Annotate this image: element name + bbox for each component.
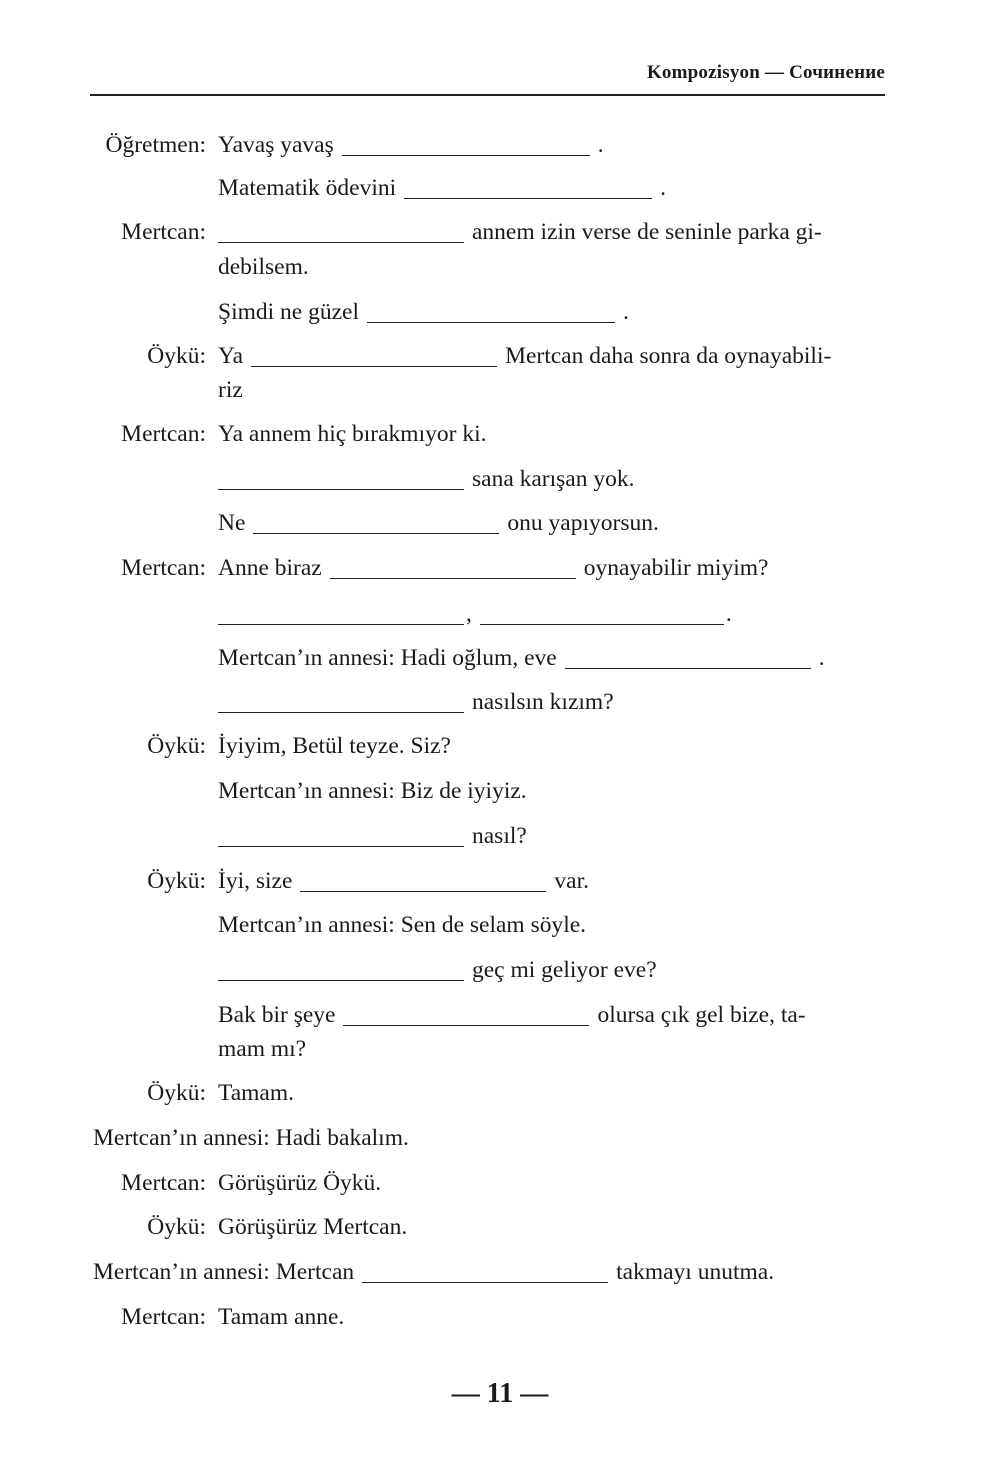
dialogue-line <box>0 997 1000 1033</box>
line-content <box>218 1165 381 1201</box>
line-text: Ya <box>218 343 244 369</box>
speaker-label: Öğretmen: <box>105 132 206 158</box>
dialogue-line <box>0 372 1000 408</box>
line-content <box>218 338 831 374</box>
speaker-label <box>93 1254 774 1290</box>
dialogue-line <box>0 127 1000 163</box>
speaker-label: Öykü: <box>147 343 206 369</box>
dialogue-line <box>0 684 1000 720</box>
line-text: debilsem. <box>218 254 309 280</box>
answer-blank[interactable] <box>218 241 464 243</box>
line-text: annem izin verse de seninle parka gi- <box>472 219 822 245</box>
answer-blank[interactable] <box>343 1024 589 1026</box>
line-text: Hadi bakalım. <box>275 1125 409 1151</box>
dialogue-line <box>0 249 1000 285</box>
line-content <box>218 214 822 250</box>
line-content <box>218 907 586 943</box>
line-text: . <box>597 132 604 158</box>
dialogue-line <box>0 1075 1000 1111</box>
answer-blank[interactable] <box>218 845 464 847</box>
answer-blank[interactable] <box>330 577 576 579</box>
line-text: , <box>466 601 472 627</box>
line-text: nasıl? <box>472 823 527 849</box>
line-content <box>218 863 589 899</box>
line-content <box>218 372 243 408</box>
dialogue-line <box>0 773 1000 809</box>
line-content <box>218 416 486 452</box>
speaker-text: Mertcan’ın annesi: <box>93 1125 276 1151</box>
speaker-label: Mertcan: <box>121 219 206 245</box>
line-text: Şimdi ne güzel <box>218 299 359 325</box>
line-content <box>218 461 635 497</box>
speaker-label <box>93 1120 409 1156</box>
line-content <box>218 640 825 676</box>
dialogue-line <box>0 1299 1000 1335</box>
line-text: Yavaş yavaş <box>218 132 334 158</box>
dialogue-line <box>0 640 1000 676</box>
line-text: Tamam anne. <box>218 1304 345 1330</box>
dialogue-line <box>0 596 1000 632</box>
line-text: Mertcan’ın annesi: Hadi oğlum, eve <box>218 645 557 671</box>
dialogue-line <box>0 294 1000 330</box>
line-text: geç mi geliyor eve? <box>472 957 657 983</box>
line-content <box>218 1031 306 1067</box>
speaker-label: Mertcan: <box>121 421 206 447</box>
line-content <box>218 505 659 541</box>
dialogue-line <box>0 1031 1000 1067</box>
answer-blank[interactable] <box>251 365 497 367</box>
speaker-label: Mertcan: <box>121 1304 206 1330</box>
page-header <box>90 62 885 96</box>
dialogue-line <box>0 214 1000 250</box>
line-text: Ne <box>218 510 246 536</box>
speaker-label: Öykü: <box>147 1214 206 1240</box>
dialogue-line <box>0 170 1000 206</box>
dialogue-line <box>0 907 1000 943</box>
line-text: . <box>725 601 732 627</box>
speaker-label: Öykü: <box>147 1080 206 1106</box>
answer-blank[interactable] <box>218 488 464 490</box>
line-text: Görüşürüz Öykü. <box>218 1170 382 1196</box>
line-text: takmayı unutma. <box>616 1259 775 1285</box>
speaker-label: Mertcan: <box>121 1170 206 1196</box>
speaker-text: Mertcan’ın annesi: <box>93 1259 270 1285</box>
line-content <box>218 550 768 586</box>
line-text: olursa çık gel bize, ta- <box>597 1002 806 1028</box>
dialogue-line <box>0 952 1000 988</box>
dialogue-line <box>0 416 1000 452</box>
answer-blank[interactable] <box>218 979 464 981</box>
dialogue-line <box>0 1120 1000 1156</box>
line-text: onu yapıyorsun. <box>507 510 659 536</box>
speaker-label: Öykü: <box>147 733 206 759</box>
speaker-label: Öykü: <box>147 868 206 894</box>
line-text: oynayabilir miyim? <box>583 555 769 581</box>
answer-blank[interactable] <box>404 197 652 199</box>
line-content <box>218 952 657 988</box>
speaker-label: Mertcan: <box>121 555 206 581</box>
answer-blank[interactable] <box>565 667 811 669</box>
dialogue-line <box>0 505 1000 541</box>
line-content <box>218 684 614 720</box>
line-text: Bak bir şeye <box>218 1002 336 1028</box>
answer-blank[interactable] <box>342 154 590 156</box>
answer-blank[interactable] <box>218 711 464 713</box>
answer-blank[interactable] <box>367 321 615 323</box>
line-text: Ya annem hiç bırakmıyor ki. <box>218 421 487 447</box>
line-text: nasılsın kızım? <box>472 689 614 715</box>
line-text: mam mı? <box>218 1036 307 1062</box>
line-text: . <box>660 175 667 201</box>
dialogue-line <box>0 728 1000 764</box>
line-content <box>218 294 629 330</box>
line-text: . <box>818 645 825 671</box>
line-content <box>218 818 527 854</box>
dialogue-line <box>0 550 1000 586</box>
line-text: Matematik ödevini <box>218 175 397 201</box>
line-content <box>218 127 604 163</box>
dialogue-line <box>0 863 1000 899</box>
line-text: Mertcan daha sonra da oynayabili- <box>505 343 832 369</box>
line-text: İyiyim, Betül teyze. Siz? <box>218 733 451 759</box>
dialogue-line <box>0 461 1000 497</box>
line-text: İyi, size <box>218 868 293 894</box>
dialogue-line <box>0 818 1000 854</box>
line-text: Mertcan’ın annesi: Sen de selam söyle. <box>218 912 587 938</box>
answer-blank[interactable] <box>480 623 724 625</box>
line-content <box>218 773 527 809</box>
line-text: sana karışan yok. <box>472 466 635 492</box>
dialogue-line <box>0 1254 1000 1290</box>
dialogue-line <box>0 1209 1000 1245</box>
line-text: Mertcan <box>275 1259 355 1285</box>
line-content <box>218 728 451 764</box>
line-text: Mertcan’ın annesi: Biz de iyiyiz. <box>218 778 527 804</box>
line-text: Anne biraz <box>218 555 322 581</box>
line-content <box>218 170 666 206</box>
line-content <box>218 997 806 1033</box>
header-title: Kompozisyon — Сочинение <box>646 62 885 83</box>
page-number: — 11 — <box>451 1378 549 1409</box>
line-content <box>218 1075 294 1111</box>
line-text: Tamam. <box>218 1080 295 1106</box>
answer-blank[interactable] <box>218 623 464 625</box>
answer-blank[interactable] <box>362 1281 608 1283</box>
answer-blank[interactable] <box>300 890 546 892</box>
line-content <box>218 1209 407 1245</box>
dialogue-line <box>0 338 1000 374</box>
line-text: var. <box>554 868 589 894</box>
line-content <box>218 249 309 285</box>
line-text: . <box>622 299 629 325</box>
line-text: Görüşürüz Mertcan. <box>218 1214 408 1240</box>
dialogue-line <box>0 1165 1000 1201</box>
line-text: riz <box>218 377 243 403</box>
line-content <box>218 596 732 632</box>
line-content <box>218 1299 344 1335</box>
answer-blank[interactable] <box>253 532 499 534</box>
